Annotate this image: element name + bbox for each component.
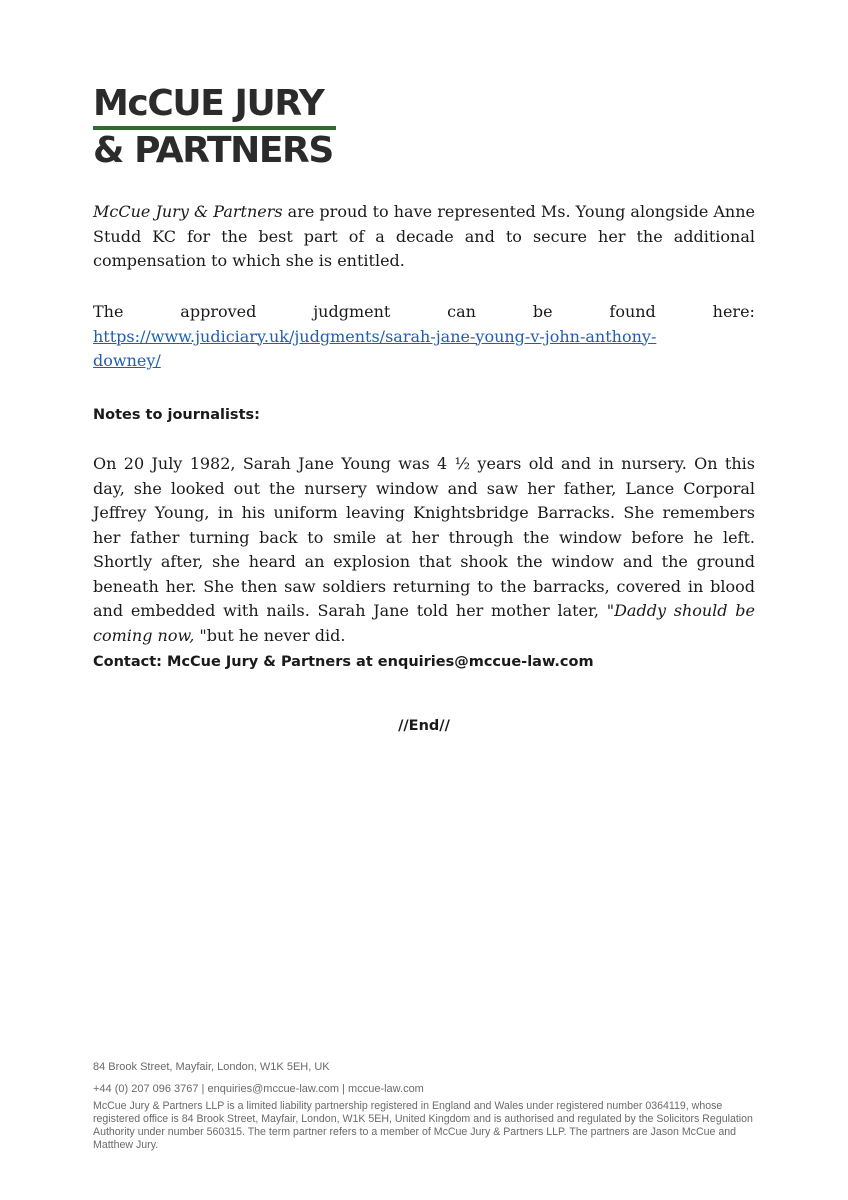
word: found (609, 302, 656, 321)
word: here: (712, 302, 755, 321)
intro-paragraph (93, 200, 755, 274)
footer-address: 84 Brook Street, Mayfair, London, W1K 5EH, UK (93, 1061, 330, 1073)
word: judgment (313, 302, 391, 321)
background-tail: "but he never did. (199, 625, 346, 645)
judgment-paragraph (93, 300, 755, 374)
logo-line-2: & PARTNERS (93, 130, 333, 171)
background-paragraph (93, 452, 755, 648)
background-text: On 20 July 1982, Sarah Jane Young was 4 ½ years old and in nursery. On this day, she looked out the nursery window and saw her father, Lance Corporal Jeffrey Young, in his uniform leaving Knightsbridge Barracks. She remembers her father turning back to smile at her through the window before he left. Shortly after, she heard an explosion that shook the window and the ground beneath her. She then saw soldiers returning to the barracks, covered in blood and embedded with nails. Sarah Jane told her mother later, " (93, 454, 755, 620)
footer-legal-notice: McCue Jury & Partners LLP is a limited liability partnership registered in England and Wales under registered number 0364119, whose registered office is 84 Brook Street, Mayfair, London, W1K 5EH, United Kingdom and is authorised and regulated by the Solicitors Regulation Authority under number 560315. The term partner refers to a member of McCue Jury & Partners LLP. The partners are Jason McCue and Matthew Jury. (93, 1100, 753, 1151)
judgment-link-line-1: https://www.judiciary.uk/judgments/sarah-jane-young-v-john-anthony- (93, 326, 657, 346)
judgment-link-line-2: downey/ (93, 351, 161, 370)
word: can (447, 302, 476, 321)
footer-contacts: +44 (0) 207 096 3767 | enquiries@mccue-law.com | mccue-law.com (93, 1083, 424, 1095)
notes-heading: Notes to journalists: (93, 407, 260, 423)
judgment-link[interactable] (93, 327, 656, 371)
end-marker: //End// (398, 718, 450, 734)
word: The (93, 302, 124, 321)
judgment-intro-line (93, 300, 755, 325)
word: approved (180, 302, 257, 321)
page-footer (93, 1060, 753, 1152)
contact-line: Contact: McCue Jury & Partners at enquiries@mccue-law.com (93, 654, 594, 670)
intro-text: are proud to have represented Ms. Young alongside Anne Studd KC for the best part of a decade and to secure her the additional compensation to which she is entitled. (93, 202, 756, 270)
firm-logo (93, 84, 343, 171)
firm-name-italic: McCue Jury & Partners (93, 202, 283, 221)
quote-italic: Daddy should be coming now, (93, 601, 755, 645)
logo-line-1: McCUE JURY (93, 83, 324, 124)
word: be (532, 302, 553, 321)
